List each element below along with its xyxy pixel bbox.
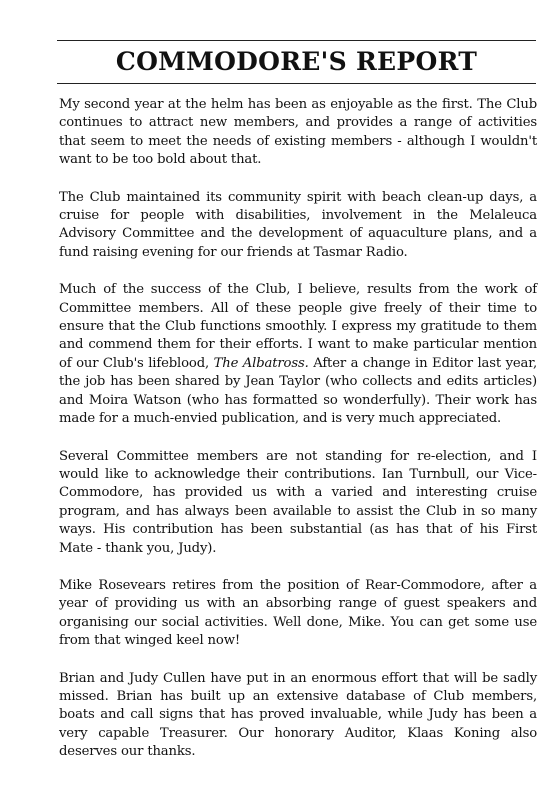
report-body bbox=[59, 96, 537, 781]
paragraph-retiring-members: Several Committee members are not standing for re-election, and I would like to acknowledge their contributions. Ian Turnbull, our Vice-Commodore, has provided us with a varied and interesting cruise program, and has always been available to assist the Club in so many ways. His contribution has been substantial (as has that of his First Mate - thank you, Judy). bbox=[59, 448, 537, 556]
paragraph-treasurer: Brian and Judy Cullen have put in an enormous effort that will be sadly missed. Brian has built up an extensive database of Club members, boats and call signs that has proved invaluable, while Judy has been a very capable Treasurer. Our honorary Auditor, Klaas Koning also deserves our thanks. bbox=[59, 670, 537, 760]
page-title: COMMODORE'S REPORT bbox=[115, 47, 478, 76]
paragraph-community-spirit: The Club maintained its community spirit with beach clean-up days, a cruise for people with disabilities, involvement in the Melaleuca Advisory Committee and the development of aquaculture plans, and a fund raising evening for our friends at Tasmar Radio. bbox=[59, 189, 537, 260]
paragraph-committee-thanks bbox=[59, 281, 537, 428]
title-bottom-rule bbox=[57, 83, 536, 84]
paragraph-second-year: My second year at the helm has been as enjoyable as the first. The Club continues to attract new members, and provides a range of activities that seem to meet the needs of existing members - although I wouldn't want to be too bold about that. bbox=[59, 97, 537, 168]
paragraph-rear-commodore: Mike Rosevears retires from the position of Rear-Commodore, after a year of providing us with an absorbing range of guest speakers and organising our social activities. Well done, Mike. You can get some use from that winged keel now! bbox=[59, 577, 537, 649]
paragraph-committee-text-start: Much of the success of the Club, I believe, results from the work of Committee members. All of these people give freely of their time to ensure that the Club functions smoothly. I express my gratitude to them and commend them for their efforts. I want to make particular mention of our Club's lifeblood, bbox=[59, 282, 537, 371]
paragraph-committee-text-end: After a change in Editor last year, the job has been shared by Jean Taylor (who collects and edits articles) and Moira Watson (who has formatted so wonderfully). Their work has made for a much-envied publication, and is very much appreciated. bbox=[59, 355, 537, 427]
newsletter-title: The Albatross. bbox=[213, 355, 309, 371]
